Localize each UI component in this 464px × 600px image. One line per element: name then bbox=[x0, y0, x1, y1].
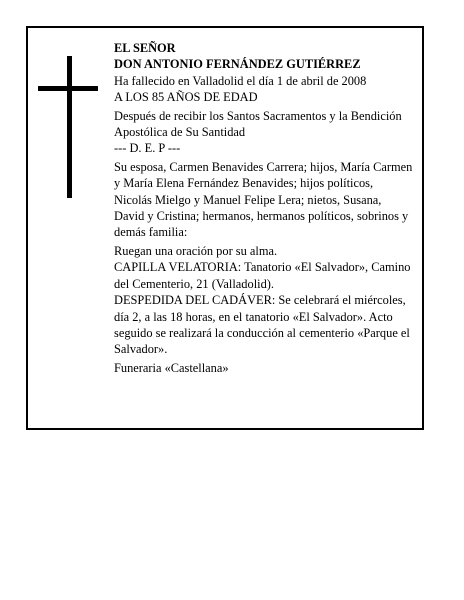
prayer-request: Ruegan una oración por su alma. bbox=[114, 243, 278, 258]
age-statement: A LOS 85 AÑOS DE EDAD bbox=[114, 90, 258, 105]
notice-title: EL SEÑOR bbox=[114, 41, 176, 55]
death-statement: Ha fallecido en Valladolid el día 1 de abril de 2008 bbox=[114, 73, 367, 88]
obituary-notice bbox=[26, 26, 424, 430]
family-statement: Su esposa, Carmen Benavides Carrera; hijos, María Carmen y María Elena Fernández Benavides; hijos políticos, Nicolás Mielgo y Manuel Felipe Lera; nietos, Susana, David y Cristina; hermanos, hermanos políticos, sobrinos y demás familia: bbox=[114, 159, 413, 240]
latin-cross-icon bbox=[38, 56, 98, 198]
chapel-info: CAPILLA VELATORIA: Tanatorio «El Salvador», Camino del Cementerio, 21 (Valladolid). bbox=[114, 260, 411, 291]
sacraments-statement: Después de recibir los Santos Sacramentos y la Bendición Apostólica de Su Santidad bbox=[114, 108, 402, 140]
cross-vertical-bar bbox=[67, 56, 72, 198]
cross-horizontal-bar bbox=[38, 86, 98, 91]
deceased-name: DON ANTONIO FERNÁNDEZ GUTIÉRREZ bbox=[114, 57, 361, 72]
farewell-info: DESPEDIDA DEL CADÁVER: Se celebrará el miércoles, día 2, a las 18 horas, en el tanatorio «El Salvador». Acto seguido se realizará la conducción al cementerio «Parque el Salvador». bbox=[114, 293, 410, 357]
rip-line: --- D. E. P --- bbox=[114, 141, 181, 156]
obituary-text bbox=[114, 40, 414, 376]
funeral-home: Funeraria «Castellana» bbox=[114, 360, 229, 375]
